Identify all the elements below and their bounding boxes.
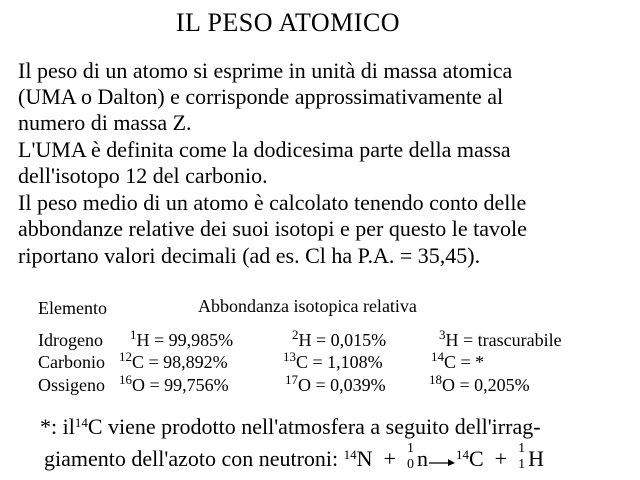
- reaction-arrow-icon: [428, 455, 456, 467]
- isotope-entry: $^{17}$O = 0,039%: [285, 371, 386, 395]
- element-name: Idrogeno: [38, 330, 103, 350]
- element-name: Carbonio: [38, 352, 105, 372]
- paragraph-line: (UMA o Dalton) e corrisponde approssimativamente al: [18, 84, 504, 109]
- isotope-entry: $^{14}$C = *: [431, 348, 485, 372]
- isotope-entry: $^3$H = trascurabile: [439, 326, 562, 350]
- paragraph-line: abbondanze relative dei suoi isotopi e per questo le tavole: [18, 216, 527, 241]
- paragraph-line: riportano valori decimali (ad es. Cl ha P.A. = 35,45).: [18, 243, 481, 268]
- isotope-entry: $^2$H = 0,015%: [292, 326, 387, 350]
- page-title: IL PESO ATOMICO: [175, 8, 401, 37]
- isotope-entry: $^{12}$C = 98,892%: [119, 348, 228, 372]
- footnote-line-2: giamento dell'azoto con neutroni: $^{14}$N + 1 0 n $^{14}$C + 1 1 H: [44, 441, 544, 472]
- isotope-entry: $^1$H = 99,985%: [130, 326, 234, 350]
- isotope-entry: $^{13}$C = 1,108%: [283, 348, 383, 372]
- column-header-abundance: Abbondanza isotopica relativa: [198, 296, 417, 316]
- element-name: Ossigeno: [38, 375, 105, 395]
- neutron-numbers: 1 0: [406, 441, 414, 472]
- hydrogen-numbers: 1 1: [518, 441, 526, 472]
- paragraph-line: L'UMA è definita come la dodicesima parte della massa: [18, 137, 511, 162]
- paragraph-line: numero di massa Z.: [18, 110, 192, 135]
- isotope-entry: $^{18}$O = 0,205%: [429, 371, 530, 395]
- isotope-entry: $^{16}$O = 99,756%: [119, 371, 229, 395]
- paragraph-line: Il peso di un atomo si esprime in unità di massa atomica: [18, 58, 513, 83]
- paragraph-line: dell'isotopo 12 del carbonio.: [18, 163, 268, 188]
- footnote-line-1: *: $il^{14}C$ viene prodotto nell'atmosfera a seguito dell'irrag-: [40, 414, 541, 439]
- paragraph-line: Il peso medio di un atomo è calcolato tenendo conto delle: [18, 190, 527, 215]
- column-header-element: Elemento: [38, 298, 107, 318]
